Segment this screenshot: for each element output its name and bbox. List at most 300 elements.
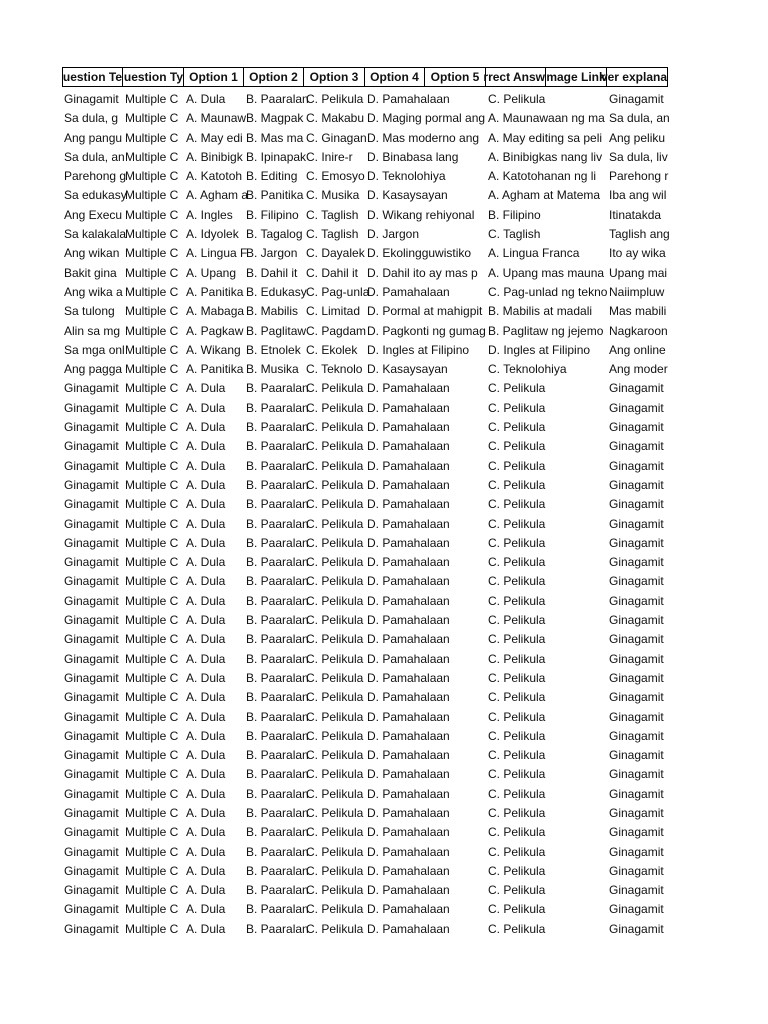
cell-question-type[interactable]: Multiple C	[125, 613, 179, 628]
cell-option-2[interactable]: B. Paaralan	[246, 651, 309, 666]
cell-correct-answer[interactable]: A. Katotohanan ng li	[488, 169, 597, 184]
cell-option-4[interactable]: D. Mas moderno ang	[367, 130, 480, 145]
cell-image-link[interactable]	[546, 206, 607, 225]
cell-option-5[interactable]	[425, 206, 486, 225]
cell-correct-answer[interactable]: C. Pelikula	[488, 535, 546, 550]
cell-option-5[interactable]	[425, 572, 486, 591]
cell-question-type[interactable]: Multiple C	[125, 246, 179, 261]
cell-correct-answer[interactable]: D. Ingles at Filipino	[488, 342, 591, 357]
cell-option-2[interactable]: B. Edukasy	[246, 284, 307, 299]
cell-answer-explanation[interactable]: Ang moder	[609, 362, 668, 377]
cell-option-4[interactable]: D. Teknolohiya	[367, 169, 446, 184]
cell-image-link[interactable]	[546, 186, 607, 205]
cell-option-2[interactable]: B. Paaralan	[246, 381, 309, 396]
cell-option-5[interactable]	[425, 283, 486, 302]
cell-option-3[interactable]: C. Pelikula	[306, 420, 364, 435]
cell-correct-answer[interactable]: C. Pelikula	[488, 921, 546, 936]
header-option-4[interactable]: Option 4	[365, 67, 425, 87]
cell-option-5[interactable]	[425, 785, 486, 804]
cell-option-5[interactable]	[425, 244, 486, 263]
cell-option-3[interactable]: C. Emosyo	[306, 169, 365, 184]
cell-option-5[interactable]	[425, 399, 486, 418]
cell-question-type[interactable]: Multiple C	[125, 786, 179, 801]
cell-option-2[interactable]: B. Paaralan	[246, 844, 309, 859]
cell-option-3[interactable]: C. Dahil it	[306, 265, 359, 280]
cell-image-link[interactable]	[546, 457, 607, 476]
cell-question-type[interactable]: Multiple C	[125, 92, 179, 106]
cell-image-link[interactable]	[546, 708, 607, 727]
cell-image-link[interactable]	[546, 129, 607, 148]
cell-answer-explanation[interactable]: Ginagamit	[609, 921, 664, 936]
cell-answer-explanation[interactable]: Iba ang wil	[609, 188, 667, 203]
cell-option-3[interactable]: C. Ekolek	[306, 342, 358, 357]
cell-option-5[interactable]	[425, 186, 486, 205]
cell-question-text[interactable]: Ginagamit	[64, 92, 119, 106]
cell-option-5[interactable]	[425, 457, 486, 476]
cell-answer-explanation[interactable]: Ginagamit	[609, 593, 664, 608]
cell-question-text[interactable]: Parehong g	[64, 169, 127, 184]
cell-image-link[interactable]	[546, 302, 607, 321]
cell-option-3[interactable]: C. Pelikula	[306, 555, 364, 570]
cell-option-1[interactable]: A. Lingua F	[186, 246, 248, 261]
cell-option-1[interactable]: A. Dula	[186, 921, 226, 936]
cell-option-1[interactable]: A. Dula	[186, 92, 226, 106]
cell-question-text[interactable]: Sa tulong	[64, 304, 115, 319]
cell-question-text[interactable]: Ginagamit	[64, 458, 119, 473]
cell-option-5[interactable]	[425, 708, 486, 727]
cell-question-type[interactable]: Multiple C	[125, 265, 179, 280]
cell-image-link[interactable]	[546, 843, 607, 862]
cell-question-text[interactable]: Sa mga onl	[64, 342, 125, 357]
cell-question-text[interactable]: Ginagamit	[64, 400, 119, 415]
cell-option-3[interactable]: C. Pelikula	[306, 651, 364, 666]
cell-correct-answer[interactable]: C. Pelikula	[488, 593, 546, 608]
cell-option-3[interactable]: C. Pelikula	[306, 516, 364, 531]
cell-option-1[interactable]: A. Dula	[186, 825, 226, 840]
cell-question-type[interactable]: Multiple C	[125, 362, 179, 377]
cell-correct-answer[interactable]: C. Pelikula	[488, 420, 546, 435]
cell-option-1[interactable]: A. Maunaw	[186, 111, 247, 126]
cell-question-type[interactable]: Multiple C	[125, 902, 179, 917]
cell-question-text[interactable]: Ginagamit	[64, 748, 119, 763]
cell-option-5[interactable]	[425, 688, 486, 707]
cell-option-3[interactable]: C. Pelikula	[306, 613, 364, 628]
cell-option-5[interactable]	[425, 611, 486, 630]
cell-option-1[interactable]: A. Dula	[186, 516, 226, 531]
cell-option-3[interactable]: C. Pelikula	[306, 709, 364, 724]
cell-image-link[interactable]	[546, 920, 607, 939]
cell-option-3[interactable]: C. Pelikula	[306, 805, 364, 820]
cell-option-2[interactable]: B. Paaralan	[246, 535, 309, 550]
header-option-3[interactable]: Option 3	[304, 67, 365, 87]
cell-correct-answer[interactable]: C. Pelikula	[488, 477, 546, 492]
cell-correct-answer[interactable]: C. Teknolohiya	[488, 362, 567, 377]
cell-correct-answer[interactable]: C. Pelikula	[488, 825, 546, 840]
cell-option-5[interactable]	[425, 669, 486, 688]
cell-option-3[interactable]: C. Musika	[306, 188, 360, 203]
cell-option-2[interactable]: B. Paaralan	[246, 497, 309, 512]
cell-option-2[interactable]: B. Paaralan	[246, 458, 309, 473]
cell-option-4[interactable]: D. Pamahalaan	[367, 825, 450, 840]
cell-option-5[interactable]	[425, 630, 486, 649]
cell-option-4[interactable]: D. Pamahalaan	[367, 613, 450, 628]
cell-question-text[interactable]: Ginagamit	[64, 420, 119, 435]
cell-correct-answer[interactable]: C. Pelikula	[488, 92, 546, 106]
cell-option-5[interactable]	[425, 650, 486, 669]
cell-answer-explanation[interactable]: Ginagamit	[609, 535, 664, 550]
cell-option-2[interactable]: B. Paaralan	[246, 555, 309, 570]
cell-option-3[interactable]: C. Pelikula	[306, 670, 364, 685]
cell-option-4[interactable]: D. Pamahalaan	[367, 748, 450, 763]
cell-option-2[interactable]: B. Paaralan	[246, 921, 309, 936]
cell-option-4[interactable]: D. Pamahalaan	[367, 574, 450, 589]
cell-option-2[interactable]: B. Dahil it	[246, 265, 298, 280]
cell-option-3[interactable]: C. Pagdam	[306, 323, 367, 338]
cell-question-type[interactable]: Multiple C	[125, 497, 179, 512]
cell-question-type[interactable]: Multiple C	[125, 304, 179, 319]
cell-question-type[interactable]: Multiple C	[125, 670, 179, 685]
cell-question-text[interactable]: Ginagamit	[64, 883, 119, 898]
cell-option-2[interactable]: B. Paaralan	[246, 883, 309, 898]
cell-option-2[interactable]: B. Ipinapak	[246, 149, 307, 164]
cell-option-2[interactable]: B. Mas ma	[246, 130, 304, 145]
cell-option-4[interactable]: D. Pagkonti ng gumag	[367, 323, 486, 338]
cell-option-5[interactable]	[425, 765, 486, 784]
cell-correct-answer[interactable]: A. Upang mas mauna	[488, 265, 605, 280]
cell-image-link[interactable]	[546, 379, 607, 398]
cell-question-type[interactable]: Multiple C	[125, 130, 179, 145]
cell-option-1[interactable]: A. Dula	[186, 458, 226, 473]
cell-question-type[interactable]: Multiple C	[125, 825, 179, 840]
cell-option-1[interactable]: A. Dula	[186, 497, 226, 512]
cell-answer-explanation[interactable]: Ginagamit	[609, 709, 664, 724]
cell-correct-answer[interactable]: C. Pelikula	[488, 902, 546, 917]
cell-option-1[interactable]: A. Agham a	[186, 188, 249, 203]
cell-image-link[interactable]	[546, 437, 607, 456]
cell-question-text[interactable]: Ginagamit	[64, 825, 119, 840]
cell-image-link[interactable]	[546, 167, 607, 186]
cell-option-5[interactable]	[425, 90, 486, 109]
cell-option-3[interactable]: C. Pelikula	[306, 497, 364, 512]
cell-answer-explanation[interactable]: Sa dula, an	[609, 111, 670, 126]
cell-option-5[interactable]	[425, 843, 486, 862]
cell-option-5[interactable]	[425, 167, 486, 186]
cell-correct-answer[interactable]: C. Pelikula	[488, 786, 546, 801]
cell-question-type[interactable]: Multiple C	[125, 921, 179, 936]
cell-correct-answer[interactable]: C. Pelikula	[488, 613, 546, 628]
cell-answer-explanation[interactable]: Taglish ang	[609, 227, 670, 242]
cell-correct-answer[interactable]: A. Agham at Matema	[488, 188, 601, 203]
cell-option-4[interactable]: D. Pamahalaan	[367, 439, 450, 454]
cell-correct-answer[interactable]: C. Pelikula	[488, 728, 546, 743]
cell-option-1[interactable]: A. Dula	[186, 555, 226, 570]
cell-question-text[interactable]: Sa edukasy	[64, 188, 127, 203]
cell-question-type[interactable]: Multiple C	[125, 111, 179, 126]
cell-image-link[interactable]	[546, 881, 607, 900]
cell-option-2[interactable]: B. Paaralan	[246, 805, 309, 820]
cell-option-3[interactable]: C. Pelikula	[306, 825, 364, 840]
cell-question-text[interactable]: Ginagamit	[64, 863, 119, 878]
cell-option-3[interactable]: C. Pelikula	[306, 844, 364, 859]
cell-option-3[interactable]: C. Taglish	[306, 207, 359, 222]
cell-option-3[interactable]: C. Makabu	[306, 111, 365, 126]
cell-answer-explanation[interactable]: Ang peliku	[609, 130, 666, 145]
cell-image-link[interactable]	[546, 804, 607, 823]
cell-answer-explanation[interactable]: Ginagamit	[609, 690, 664, 705]
cell-option-4[interactable]: D. Pamahalaan	[367, 555, 450, 570]
cell-option-5[interactable]	[425, 225, 486, 244]
cell-option-5[interactable]	[425, 302, 486, 321]
cell-question-text[interactable]: Ginagamit	[64, 439, 119, 454]
cell-question-text[interactable]: Ginagamit	[64, 497, 119, 512]
cell-image-link[interactable]	[546, 283, 607, 302]
cell-option-2[interactable]: B. Paaralan	[246, 690, 309, 705]
cell-question-text[interactable]: Ginagamit	[64, 555, 119, 570]
cell-question-text[interactable]: Ginagamit	[64, 613, 119, 628]
cell-option-4[interactable]: D. Pamahalaan	[367, 767, 450, 782]
cell-question-text[interactable]: Ang wikan	[64, 246, 120, 261]
cell-option-4[interactable]: D. Pamahalaan	[367, 651, 450, 666]
cell-question-type[interactable]: Multiple C	[125, 574, 179, 589]
cell-option-1[interactable]: A. Dula	[186, 613, 226, 628]
cell-correct-answer[interactable]: C. Pelikula	[488, 458, 546, 473]
cell-option-1[interactable]: A. Dula	[186, 844, 226, 859]
cell-option-3[interactable]: C. Pelikula	[306, 477, 364, 492]
cell-option-3[interactable]: C. Pelikula	[306, 574, 364, 589]
cell-option-5[interactable]	[425, 476, 486, 495]
cell-question-text[interactable]: Ginagamit	[64, 535, 119, 550]
cell-image-link[interactable]	[546, 476, 607, 495]
cell-image-link[interactable]	[546, 109, 607, 128]
cell-option-5[interactable]	[425, 495, 486, 514]
cell-image-link[interactable]	[546, 669, 607, 688]
cell-option-4[interactable]: D. Pamahalaan	[367, 921, 450, 936]
cell-question-type[interactable]: Multiple C	[125, 207, 179, 222]
cell-image-link[interactable]	[546, 90, 607, 109]
cell-question-type[interactable]: Multiple C	[125, 188, 179, 203]
cell-image-link[interactable]	[546, 495, 607, 514]
cell-option-4[interactable]: D. Pamahalaan	[367, 805, 450, 820]
cell-question-type[interactable]: Multiple C	[125, 748, 179, 763]
cell-option-5[interactable]	[425, 515, 486, 534]
cell-question-text[interactable]: Ginagamit	[64, 477, 119, 492]
header-answer-explanation[interactable]: ver explana	[607, 67, 668, 87]
header-option-2[interactable]: Option 2	[244, 67, 304, 87]
cell-option-5[interactable]	[425, 900, 486, 919]
cell-question-type[interactable]: Multiple C	[125, 651, 179, 666]
cell-option-5[interactable]	[425, 264, 486, 283]
cell-option-3[interactable]: C. Pelikula	[306, 381, 364, 396]
cell-answer-explanation[interactable]: Itinatakda	[609, 207, 662, 222]
cell-question-text[interactable]: Ginagamit	[64, 593, 119, 608]
cell-answer-explanation[interactable]: Ginagamit	[609, 381, 664, 396]
cell-option-1[interactable]: A. Dula	[186, 632, 226, 647]
cell-option-5[interactable]	[425, 129, 486, 148]
cell-option-4[interactable]: D. Kasaysayan	[367, 362, 448, 377]
cell-image-link[interactable]	[546, 630, 607, 649]
cell-question-type[interactable]: Multiple C	[125, 342, 179, 357]
cell-correct-answer[interactable]: C. Pelikula	[488, 690, 546, 705]
cell-option-1[interactable]: A. Panitika	[186, 284, 244, 299]
cell-question-type[interactable]: Multiple C	[125, 458, 179, 473]
cell-option-5[interactable]	[425, 437, 486, 456]
cell-option-5[interactable]	[425, 823, 486, 842]
cell-question-type[interactable]: Multiple C	[125, 632, 179, 647]
cell-question-type[interactable]: Multiple C	[125, 767, 179, 782]
cell-correct-answer[interactable]: A. Binibigkas nang liv	[488, 149, 603, 164]
cell-option-4[interactable]: D. Pormal at mahigpit	[367, 304, 483, 319]
cell-question-text[interactable]: Sa dula, an	[64, 149, 125, 164]
cell-option-3[interactable]: C. Pelikula	[306, 883, 364, 898]
cell-question-text[interactable]: Ang wika a	[64, 284, 123, 299]
cell-option-2[interactable]: B. Musika	[246, 362, 299, 377]
cell-option-4[interactable]: D. Pamahalaan	[367, 477, 450, 492]
cell-option-4[interactable]: D. Ingles at Filipino	[367, 342, 470, 357]
cell-option-1[interactable]: A. Dula	[186, 477, 226, 492]
cell-answer-explanation[interactable]: Ginagamit	[609, 844, 664, 859]
cell-correct-answer[interactable]: C. Pelikula	[488, 632, 546, 647]
cell-option-1[interactable]: A. Dula	[186, 535, 226, 550]
cell-option-4[interactable]: D. Ekolingguwistiko	[367, 246, 472, 261]
cell-option-4[interactable]: D. Pamahalaan	[367, 709, 450, 724]
cell-option-5[interactable]	[425, 862, 486, 881]
cell-question-text[interactable]: Ginagamit	[64, 381, 119, 396]
cell-option-5[interactable]	[425, 881, 486, 900]
cell-option-4[interactable]: D. Pamahalaan	[367, 381, 450, 396]
cell-correct-answer[interactable]: C. Pelikula	[488, 574, 546, 589]
cell-option-4[interactable]: D. Pamahalaan	[367, 593, 450, 608]
cell-option-3[interactable]: C. Taglish	[306, 227, 359, 242]
cell-option-5[interactable]	[425, 379, 486, 398]
cell-answer-explanation[interactable]: Ginagamit	[609, 670, 664, 685]
cell-question-type[interactable]: Multiple C	[125, 477, 179, 492]
cell-question-text[interactable]: Ginagamit	[64, 902, 119, 917]
cell-option-4[interactable]: D. Wikang rehiyonal	[367, 207, 475, 222]
cell-correct-answer[interactable]: C. Pelikula	[488, 844, 546, 859]
cell-image-link[interactable]	[546, 341, 607, 360]
cell-answer-explanation[interactable]: Ginagamit	[609, 458, 664, 473]
cell-option-2[interactable]: B. Paaralan	[246, 439, 309, 454]
cell-option-2[interactable]: B. Paaralan	[246, 709, 309, 724]
cell-option-2[interactable]: B. Paaralan	[246, 825, 309, 840]
cell-option-4[interactable]: D. Pamahalaan	[367, 883, 450, 898]
cell-image-link[interactable]	[546, 360, 607, 379]
cell-option-1[interactable]: A. Dula	[186, 863, 226, 878]
cell-answer-explanation[interactable]: Ginagamit	[609, 574, 664, 589]
cell-image-link[interactable]	[546, 534, 607, 553]
cell-answer-explanation[interactable]: Ginagamit	[609, 477, 664, 492]
cell-answer-explanation[interactable]: Mas mabili	[609, 304, 667, 319]
cell-option-4[interactable]: D. Pamahalaan	[367, 92, 450, 106]
cell-option-5[interactable]	[425, 553, 486, 572]
cell-question-type[interactable]: Multiple C	[125, 805, 179, 820]
cell-option-1[interactable]: A. Mabaga	[186, 304, 245, 319]
cell-question-type[interactable]: Multiple C	[125, 690, 179, 705]
cell-option-3[interactable]: C. Pelikula	[306, 728, 364, 743]
cell-option-5[interactable]	[425, 746, 486, 765]
cell-correct-answer[interactable]: C. Pelikula	[488, 516, 546, 531]
cell-answer-explanation[interactable]: Upang mai	[609, 265, 668, 280]
cell-option-4[interactable]: D. Pamahalaan	[367, 670, 450, 685]
cell-option-3[interactable]: C. Pelikula	[306, 535, 364, 550]
cell-option-1[interactable]: A. Dula	[186, 593, 226, 608]
cell-option-4[interactable]: D. Pamahalaan	[367, 497, 450, 512]
cell-option-2[interactable]: B. Paglitaw	[246, 323, 307, 338]
cell-image-link[interactable]	[546, 688, 607, 707]
cell-option-2[interactable]: B. Paaralan	[246, 477, 309, 492]
cell-option-1[interactable]: A. Dula	[186, 420, 226, 435]
cell-question-type[interactable]: Multiple C	[125, 535, 179, 550]
cell-answer-explanation[interactable]: Ginagamit	[609, 439, 664, 454]
cell-option-3[interactable]: C. Pelikula	[306, 748, 364, 763]
cell-answer-explanation[interactable]: Ginagamit	[609, 728, 664, 743]
cell-question-type[interactable]: Multiple C	[125, 323, 179, 338]
cell-question-type[interactable]: Multiple C	[125, 381, 179, 396]
cell-option-3[interactable]: C. Pelikula	[306, 690, 364, 705]
cell-option-3[interactable]: C. Teknolo	[306, 362, 363, 377]
cell-correct-answer[interactable]: C. Taglish	[488, 227, 541, 242]
cell-answer-explanation[interactable]: Ginagamit	[609, 902, 664, 917]
cell-option-3[interactable]: C. Pelikula	[306, 400, 364, 415]
cell-option-2[interactable]: B. Jargon	[246, 246, 298, 261]
cell-option-4[interactable]: D. Pamahalaan	[367, 535, 450, 550]
cell-image-link[interactable]	[546, 264, 607, 283]
cell-image-link[interactable]	[546, 900, 607, 919]
cell-question-text[interactable]: Ang pangu	[64, 130, 123, 145]
cell-option-1[interactable]: A. Dula	[186, 709, 226, 724]
cell-correct-answer[interactable]: C. Pelikula	[488, 767, 546, 782]
cell-option-2[interactable]: B. Mabilis	[246, 304, 299, 319]
cell-option-1[interactable]: A. Dula	[186, 767, 226, 782]
cell-answer-explanation[interactable]: Parehong r	[609, 169, 669, 184]
cell-question-type[interactable]: Multiple C	[125, 149, 179, 164]
header-correct-answer[interactable]: rrect Answ	[486, 67, 546, 87]
cell-option-5[interactable]	[425, 592, 486, 611]
cell-option-2[interactable]: B. Paaralan	[246, 593, 309, 608]
cell-option-1[interactable]: A. May edi	[186, 130, 243, 145]
cell-question-text[interactable]: Ginagamit	[64, 921, 119, 936]
cell-answer-explanation[interactable]: Ginagamit	[609, 516, 664, 531]
cell-option-2[interactable]: B. Paaralan	[246, 92, 309, 106]
cell-option-4[interactable]: D. Binabasa lang	[367, 149, 459, 164]
cell-answer-explanation[interactable]: Ginagamit	[609, 420, 664, 435]
cell-answer-explanation[interactable]: Ginagamit	[609, 555, 664, 570]
cell-question-text[interactable]: Ginagamit	[64, 805, 119, 820]
cell-option-1[interactable]: A. Dula	[186, 381, 226, 396]
cell-correct-answer[interactable]: C. Pelikula	[488, 863, 546, 878]
cell-answer-explanation[interactable]: Ginagamit	[609, 825, 664, 840]
cell-correct-answer[interactable]: A. Maunawaan ng ma	[488, 111, 605, 126]
cell-option-5[interactable]	[425, 727, 486, 746]
header-option-5[interactable]: Option 5	[425, 67, 486, 87]
cell-option-5[interactable]	[425, 534, 486, 553]
cell-question-type[interactable]: Multiple C	[125, 593, 179, 608]
cell-correct-answer[interactable]: C. Pelikula	[488, 555, 546, 570]
cell-option-1[interactable]: A. Dula	[186, 805, 226, 820]
cell-question-type[interactable]: Multiple C	[125, 284, 179, 299]
cell-option-1[interactable]: A. Dula	[186, 902, 226, 917]
cell-option-2[interactable]: B. Etnolek	[246, 342, 301, 357]
cell-option-3[interactable]: C. Pelikula	[306, 863, 364, 878]
cell-option-3[interactable]: C. Pelikula	[306, 921, 364, 936]
cell-option-5[interactable]	[425, 920, 486, 939]
cell-question-text[interactable]: Bakit gina	[64, 265, 117, 280]
cell-answer-explanation[interactable]: Ang online	[609, 342, 666, 357]
cell-option-1[interactable]: A. Dula	[186, 748, 226, 763]
cell-option-2[interactable]: B. Paaralan	[246, 400, 309, 415]
cell-image-link[interactable]	[546, 611, 607, 630]
cell-question-type[interactable]: Multiple C	[125, 709, 179, 724]
